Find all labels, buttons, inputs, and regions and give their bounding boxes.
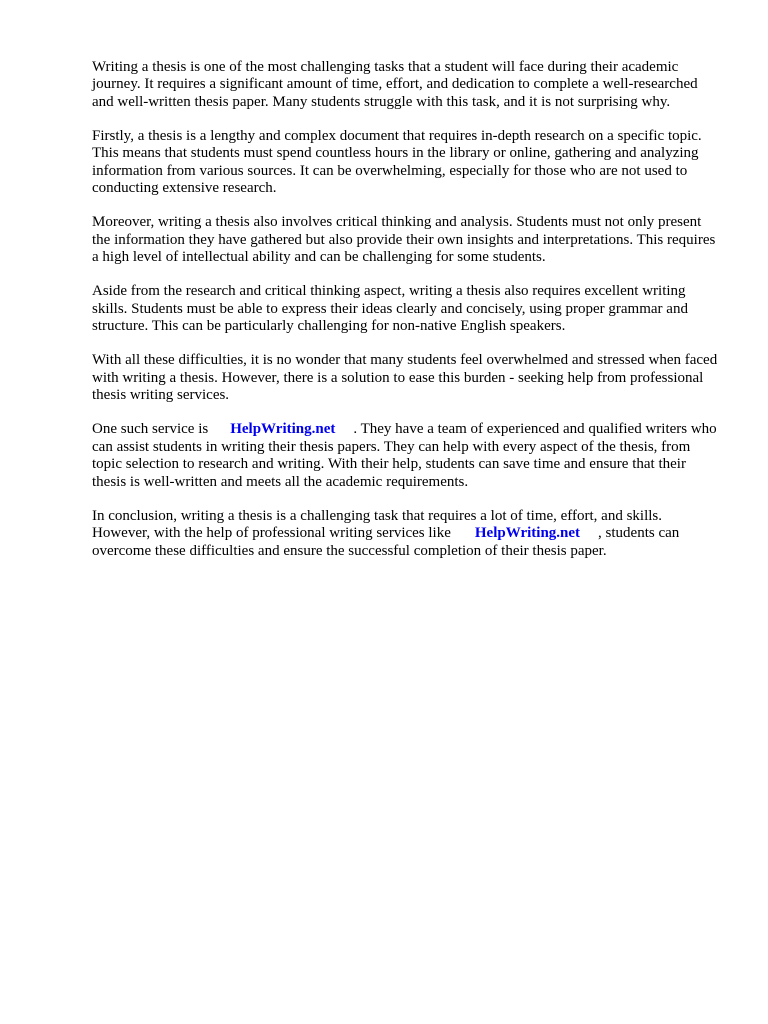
helpwriting-link[interactable]: HelpWriting.net (230, 421, 336, 438)
conclusion-text-after: , students can overcome these difficulties and ensure the successful completion of their thesis paper. (92, 525, 680, 559)
paragraph-critical-thinking: Moreover, writing a thesis also involves critical thinking and analysis. Students must not only present the information they have gathered but also provide their own insights and interpretations. This requires a high level of intellectual ability and can be challenging for some students. (92, 214, 716, 266)
paragraph-service (92, 421, 722, 491)
conclusion-text-before: In conclusion, writing a thesis is a challenging task that requires a lot of time, effort, and skills. However, with the help of professional writing services like (92, 507, 663, 542)
service-text-after: . They have a team of experienced and qualified writers who can assist students in writing their thesis papers. They can help with every aspect of the thesis, from topic selection to research and writing. With their help, students can save time and ensure that their thesis is well-written and meets all the academic requirements. (92, 421, 717, 490)
paragraph-research: Firstly, a thesis is a lengthy and complex document that requires in-depth research on a specific topic. This means that students must spend countless hours in the library or online, gathering and analyzing information from various sources. It can be overwhelming, especially for those who are not used to conducting extensive research. (92, 128, 702, 197)
paragraph-conclusion (92, 508, 722, 560)
paragraph-intro: Writing a thesis is one of the most challenging tasks that a student will face during their academic journey. It requires a significant amount of time, effort, and dedication to complete a well-researched and well-written thesis paper. Many students struggle with this task, and it is not surprising why. (92, 59, 698, 110)
paragraph-difficulties: With all these difficulties, it is no wonder that many students feel overwhelmed and stressed when faced with writing a thesis. However, there is a solution to ease this burden - seeking help from professional thesis writing services. (92, 352, 718, 404)
document-body (92, 59, 722, 577)
paragraph-writing-skills: Aside from the research and critical thinking aspect, writing a thesis also requires excellent writing skills. Students must be able to express their ideas clearly and concisely, using proper grammar and structure. This can be particularly challenging for non-native English speakers. (92, 283, 688, 335)
service-text-before: One such service is (92, 421, 209, 438)
helpwriting-link-conclusion[interactable]: HelpWriting.net (474, 525, 581, 542)
